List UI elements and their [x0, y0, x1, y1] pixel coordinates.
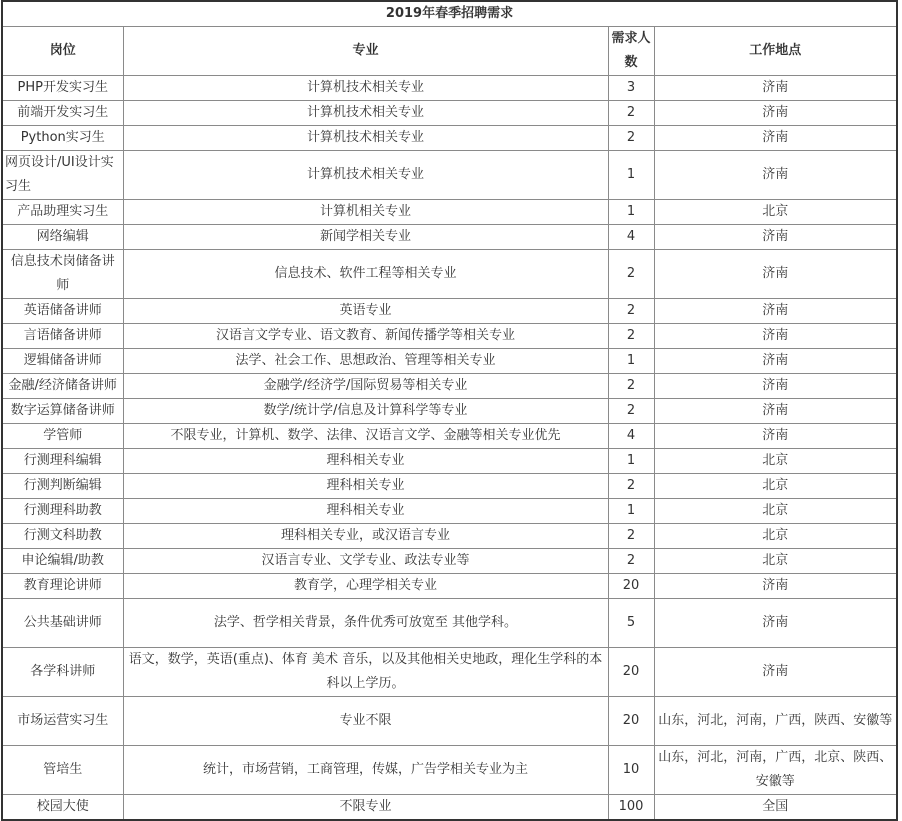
- cell-position: 管培生: [2, 746, 123, 795]
- cell-location: 北京: [654, 200, 897, 225]
- table-row: [2, 795, 897, 821]
- cell-count: 20: [608, 697, 654, 746]
- cell-position: 网页设计/UI设计实习生: [2, 151, 123, 200]
- table-row: [2, 549, 897, 574]
- cell-major: 理科相关专业，或汉语言专业: [123, 524, 608, 549]
- cell-count: 20: [608, 648, 654, 697]
- cell-position: 英语储备讲师: [2, 299, 123, 324]
- cell-position: 金融/经济储备讲师: [2, 374, 123, 399]
- cell-major: 语文，数学，英语(重点)、体育 美术 音乐，以及其他相关史地政，理化生学科的本科以上学历。: [123, 648, 608, 697]
- cell-count: 2: [608, 101, 654, 126]
- table-row: [2, 299, 897, 324]
- table-row: [2, 225, 897, 250]
- cell-count: 2: [608, 549, 654, 574]
- cell-count: 1: [608, 499, 654, 524]
- cell-location: 北京: [654, 449, 897, 474]
- cell-count: 2: [608, 126, 654, 151]
- table-row: [2, 424, 897, 449]
- table-row: [2, 599, 897, 648]
- table-row: [2, 349, 897, 374]
- cell-major: 新闻学相关专业: [123, 225, 608, 250]
- cell-location: 全国: [654, 795, 897, 821]
- cell-position: 各学科讲师: [2, 648, 123, 697]
- cell-count: 20: [608, 574, 654, 599]
- cell-position: 校园大使: [2, 795, 123, 821]
- table-row: [2, 399, 897, 424]
- table-row: [2, 374, 897, 399]
- cell-location: 济南: [654, 399, 897, 424]
- cell-location: 济南: [654, 225, 897, 250]
- cell-major: 英语专业: [123, 299, 608, 324]
- cell-major: 金融学/经济学/国际贸易等相关专业: [123, 374, 608, 399]
- table-row: [2, 697, 897, 746]
- cell-major: 计算机技术相关专业: [123, 151, 608, 200]
- cell-major: 信息技术、软件工程等相关专业: [123, 250, 608, 299]
- cell-count: 2: [608, 474, 654, 499]
- cell-count: 4: [608, 225, 654, 250]
- cell-count: 2: [608, 399, 654, 424]
- cell-major: 汉语言文学专业、语文教育、新闻传播学等相关专业: [123, 324, 608, 349]
- cell-count: 2: [608, 324, 654, 349]
- cell-major: 理科相关专业: [123, 474, 608, 499]
- cell-location: 济南: [654, 151, 897, 200]
- cell-location: 济南: [654, 126, 897, 151]
- cell-major: 计算机相关专业: [123, 200, 608, 225]
- recruitment-table: [1, 0, 898, 821]
- cell-position: 行测理科助教: [2, 499, 123, 524]
- cell-position: 网络编辑: [2, 225, 123, 250]
- cell-location: 山东，河北，河南，广西，北京、陕西、安徽等: [654, 746, 897, 795]
- cell-location: 济南: [654, 101, 897, 126]
- cell-major: 数学/统计学/信息及计算科学等专业: [123, 399, 608, 424]
- cell-location: 北京: [654, 499, 897, 524]
- cell-count: 2: [608, 374, 654, 399]
- cell-position: 教育理论讲师: [2, 574, 123, 599]
- cell-count: 10: [608, 746, 654, 795]
- cell-major: 计算机技术相关专业: [123, 101, 608, 126]
- cell-position: 公共基础讲师: [2, 599, 123, 648]
- cell-position: 行测理科编辑: [2, 449, 123, 474]
- table-row: [2, 449, 897, 474]
- table-row: [2, 474, 897, 499]
- cell-position: 信息技术岗储备讲师: [2, 250, 123, 299]
- header-location: 工作地点: [654, 27, 897, 76]
- cell-location: 济南: [654, 599, 897, 648]
- table-row: [2, 126, 897, 151]
- cell-major: 不限专业: [123, 795, 608, 821]
- header-position: 岗位: [2, 27, 123, 76]
- cell-count: 4: [608, 424, 654, 449]
- cell-count: 5: [608, 599, 654, 648]
- cell-location: 济南: [654, 250, 897, 299]
- table-row: [2, 101, 897, 126]
- table-row: [2, 76, 897, 101]
- cell-position: 言语储备讲师: [2, 324, 123, 349]
- cell-major: 统计，市场营销，工商管理，传媒，广告学相关专业为主: [123, 746, 608, 795]
- cell-position: 行测文科助教: [2, 524, 123, 549]
- cell-major: 计算机技术相关专业: [123, 76, 608, 101]
- cell-location: 北京: [654, 474, 897, 499]
- cell-count: 2: [608, 524, 654, 549]
- cell-location: 济南: [654, 299, 897, 324]
- cell-location: 济南: [654, 324, 897, 349]
- cell-major: 专业不限: [123, 697, 608, 746]
- cell-position: 前端开发实习生: [2, 101, 123, 126]
- cell-count: 1: [608, 449, 654, 474]
- cell-count: 2: [608, 250, 654, 299]
- table-header-row: [2, 27, 897, 76]
- table-row: [2, 151, 897, 200]
- cell-major: 理科相关专业: [123, 499, 608, 524]
- table-row: [2, 574, 897, 599]
- cell-major: 法学、社会工作、思想政治、管理等相关专业: [123, 349, 608, 374]
- cell-position: Python实习生: [2, 126, 123, 151]
- cell-major: 计算机技术相关专业: [123, 126, 608, 151]
- header-major: 专业: [123, 27, 608, 76]
- table-row: [2, 200, 897, 225]
- cell-location: 济南: [654, 648, 897, 697]
- table-row: [2, 324, 897, 349]
- table-row: [2, 499, 897, 524]
- cell-major: 汉语言专业、文学专业、政法专业等: [123, 549, 608, 574]
- table-title: 2019年春季招聘需求: [2, 1, 897, 27]
- cell-count: 100: [608, 795, 654, 821]
- cell-major: 教育学，心理学相关专业: [123, 574, 608, 599]
- table-row: [2, 250, 897, 299]
- cell-location: 北京: [654, 549, 897, 574]
- cell-count: 1: [608, 349, 654, 374]
- cell-count: 1: [608, 200, 654, 225]
- cell-major: 法学、哲学相关背景，条件优秀可放宽至 其他学科。: [123, 599, 608, 648]
- cell-location: 济南: [654, 76, 897, 101]
- cell-position: 申论编辑/助教: [2, 549, 123, 574]
- cell-position: 产品助理实习生: [2, 200, 123, 225]
- table-row: [2, 746, 897, 795]
- cell-position: 数字运算储备讲师: [2, 399, 123, 424]
- cell-position: PHP开发实习生: [2, 76, 123, 101]
- cell-position: 行测判断编辑: [2, 474, 123, 499]
- table-title-row: [2, 1, 897, 27]
- cell-location: 济南: [654, 574, 897, 599]
- table-row: [2, 648, 897, 697]
- cell-count: 1: [608, 151, 654, 200]
- cell-major: 不限专业，计算机、数学、法律、汉语言文学、金融等相关专业优先: [123, 424, 608, 449]
- cell-location: 济南: [654, 374, 897, 399]
- cell-count: 2: [608, 299, 654, 324]
- cell-location: 山东，河北，河南，广西，陕西、安徽等: [654, 697, 897, 746]
- cell-location: 济南: [654, 424, 897, 449]
- cell-position: 市场运营实习生: [2, 697, 123, 746]
- cell-major: 理科相关专业: [123, 449, 608, 474]
- cell-location: 济南: [654, 349, 897, 374]
- cell-count: 3: [608, 76, 654, 101]
- table-row: [2, 524, 897, 549]
- cell-position: 逻辑储备讲师: [2, 349, 123, 374]
- header-count: 需求人数: [608, 27, 654, 76]
- cell-location: 北京: [654, 524, 897, 549]
- cell-position: 学管师: [2, 424, 123, 449]
